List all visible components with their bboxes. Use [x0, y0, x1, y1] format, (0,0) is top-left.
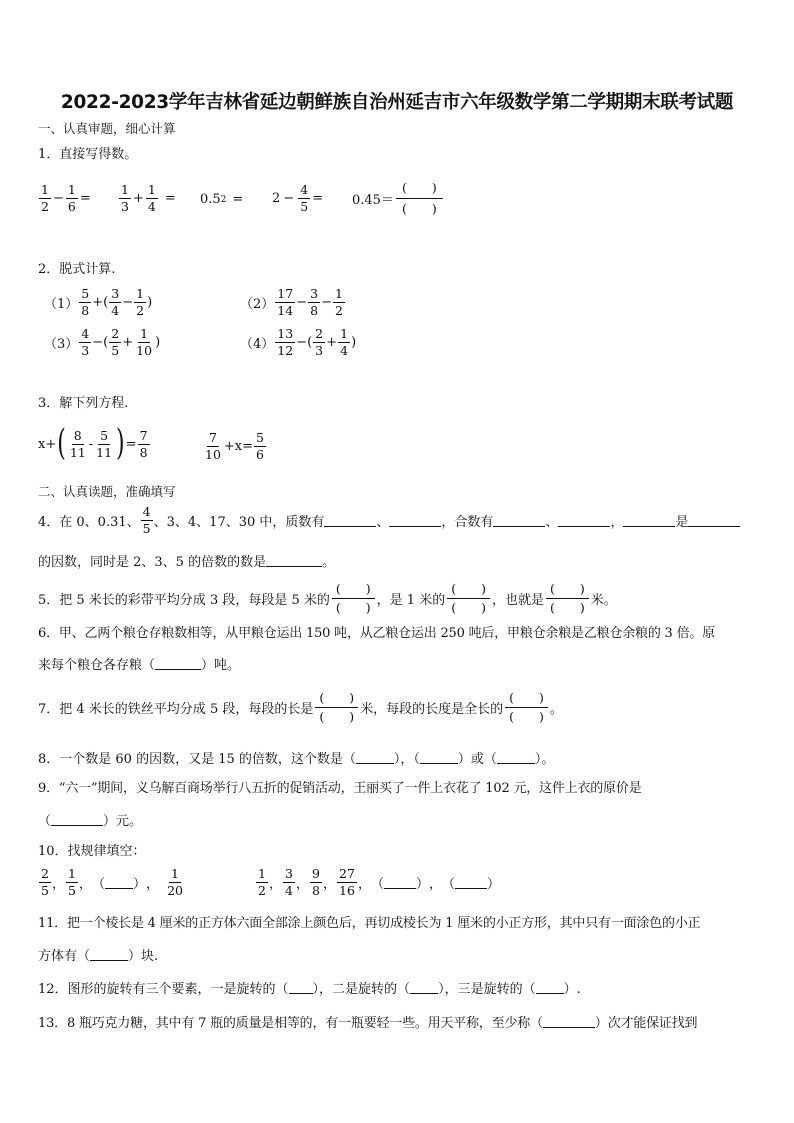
q8-blank-3[interactable]: [497, 751, 535, 764]
q10-sequence-2: $\frac{1}{2}$ ， $\frac{3}{4}$ ， $\frac{9}{8}$ ， $\frac{27}{16}$ ， （ ） ， （ ）: [255, 867, 500, 898]
q10-blank-2[interactable]: [384, 876, 416, 889]
q5-answer-frac-2[interactable]: $\frac{( )}{( )}$: [447, 581, 490, 616]
page-title: 2022-2023学年吉林省延边朝鲜族自治州延吉市六年级数学第二学期期末联考试题: [60, 92, 734, 113]
q11-blank[interactable]: [90, 948, 128, 961]
q2-problem-2: （2） $\frac{17}{14}$ − $\frac{3}{8}$ − $\frac{1}{2}$: [240, 287, 346, 318]
q13-line: 13．8 瓶巧克力糖，其中有 7 瓶的质量是相等的，有一瓶要轻一些。用天平称，至少称（ ）次才能保证找到: [38, 1016, 698, 1031]
q3-equation-2: $\frac{7}{10}$ +x= $\frac{5}{6}$: [202, 431, 267, 462]
q1-item-5: 0.45＝ $\frac{( )}{( )}$: [352, 180, 445, 217]
q9-line-2: （ ）元。: [38, 814, 143, 829]
q7-answer-frac-2[interactable]: $\frac{( )}{( )}$: [505, 690, 548, 725]
q4-blank-composite-2[interactable]: [558, 514, 610, 527]
q8-blank-2[interactable]: [420, 751, 458, 764]
q2-problem-3: （3） $\frac{4}{3}$ −( $\frac{2}{5}$ + $\frac{1}{10}$ ): [44, 326, 161, 358]
q11-line-2: 方体有（ ）块.: [38, 949, 159, 964]
q4-blank-composite-1[interactable]: [493, 514, 545, 527]
q1-item-3: 0.5 2 =: [200, 192, 244, 207]
q6-line-2: 来每个粮仓各存粮（ ）吨。: [38, 658, 241, 673]
q4-line-1: 4．在 0、0.31、 $\frac{4}{5}$ 、3、4、17、30 中，质数有 、 ，合数有 、 ， 是: [38, 505, 740, 536]
q5-answer-frac-1[interactable]: $\frac{( )}{( )}$: [332, 581, 375, 616]
q5-line: 5．把 5 米长的彩带平均分成 3 段，每段是 5 米的 $\frac{( )}{( )}$ ，是 1 米的 $\frac{( )}{( )}$ ，也就是 $\frac{( )}{( )}$ 米。: [38, 581, 617, 615]
q6-line-1: 6．甲、乙两个粮仓存粮数相等，从甲粮仓运出 150 吨，从乙粮仓运出 250 吨后，甲粮仓余粮是乙粮仓余粮的 3 倍。原: [38, 626, 715, 641]
q8-line: 8．一个数是 60 的因数，又是 15 的倍数，这个数是（ ），（ ）或（ ）。: [38, 752, 555, 767]
q10-label: 10．找规律填空：: [38, 844, 146, 859]
q9-line-1: 9．“六一”期间，义乌解百商场举行八五折的促销活动，王丽买了一件上衣花了 102 元，这件上衣的原价是: [38, 781, 642, 796]
q12-blank-1[interactable]: [289, 981, 313, 994]
q12-blank-3[interactable]: [536, 981, 564, 994]
q1-item-4: 2 − $\frac{4}{5}$ =: [272, 182, 324, 214]
q1-item-2: $\frac{1}{3}$ + $\frac{1}{4}$ =: [118, 183, 177, 214]
q9-blank[interactable]: [51, 813, 103, 826]
q10-blank-1[interactable]: [105, 876, 133, 889]
q8-blank-1[interactable]: [356, 751, 394, 764]
q2-problem-1: （1） $\frac{5}{8}$ +( $\frac{3}{4}$ − $\frac{1}{2}$ ): [44, 286, 153, 318]
q4-blank-3[interactable]: [623, 514, 675, 527]
q7-answer-frac-1[interactable]: $\frac{( )}{( )}$: [315, 690, 358, 725]
q1-item-1: $\frac{1}{2}$ − $\frac{1}{6}$ =: [38, 183, 92, 214]
q4-blank-multiple[interactable]: [266, 554, 322, 567]
section-1-heading: 一、认真审题，细心计算: [38, 121, 176, 136]
q6-blank[interactable]: [155, 657, 201, 670]
q4-line-2: 的因数，同时是 2、3、5 的倍数的数是 。: [38, 555, 336, 570]
q3-label: 3．解下列方程.: [38, 396, 129, 411]
q4-blank-prime-2[interactable]: [389, 514, 441, 527]
q5-answer-frac-3[interactable]: $\frac{( )}{( )}$: [546, 581, 589, 616]
section-2-heading: 二、认真读题，准确填写: [38, 484, 176, 499]
q12-blank-2[interactable]: [410, 981, 438, 994]
q10-sequence-1: $\frac{2}{5}$ ， $\frac{1}{5}$ ， （ ） ， $\frac{1}{20}$: [38, 867, 186, 898]
q2-problem-4: （4） $\frac{13}{12}$ −( $\frac{2}{3}$ + $\frac{1}{4}$ ): [240, 326, 357, 358]
q4-blank-4[interactable]: [688, 514, 740, 527]
q4-blank-prime-1[interactable]: [324, 514, 376, 527]
q13-blank[interactable]: [543, 1015, 595, 1028]
q10-blank-3[interactable]: [455, 876, 487, 889]
q1-label: 1．直接写得数。: [38, 147, 138, 162]
q3-equation-1: x+ ( $\frac{8}{11}$ - $\frac{5}{11}$ ) = $\frac{7}{8}$: [38, 429, 151, 460]
q7-line: 7．把 4 米长的铁丝平均分成 5 段，每段的长是 $\frac{( )}{( )}$ 米，每段的长度是全长的 $\frac{( )}{( )}$ 。: [38, 690, 563, 724]
q2-label: 2．脱式计算.: [38, 262, 116, 277]
q12-line: 12．图形的旋转有三个要素，一是旋转的（ ），二是旋转的（ ），三是旋转的（ ）.: [38, 982, 581, 997]
q11-line-1: 11．把一个棱长是 4 厘米的正方体六面全部涂上颜色后，再切成棱长为 1 厘米的小正方形，其中只有一面涂色的小正: [38, 916, 701, 931]
